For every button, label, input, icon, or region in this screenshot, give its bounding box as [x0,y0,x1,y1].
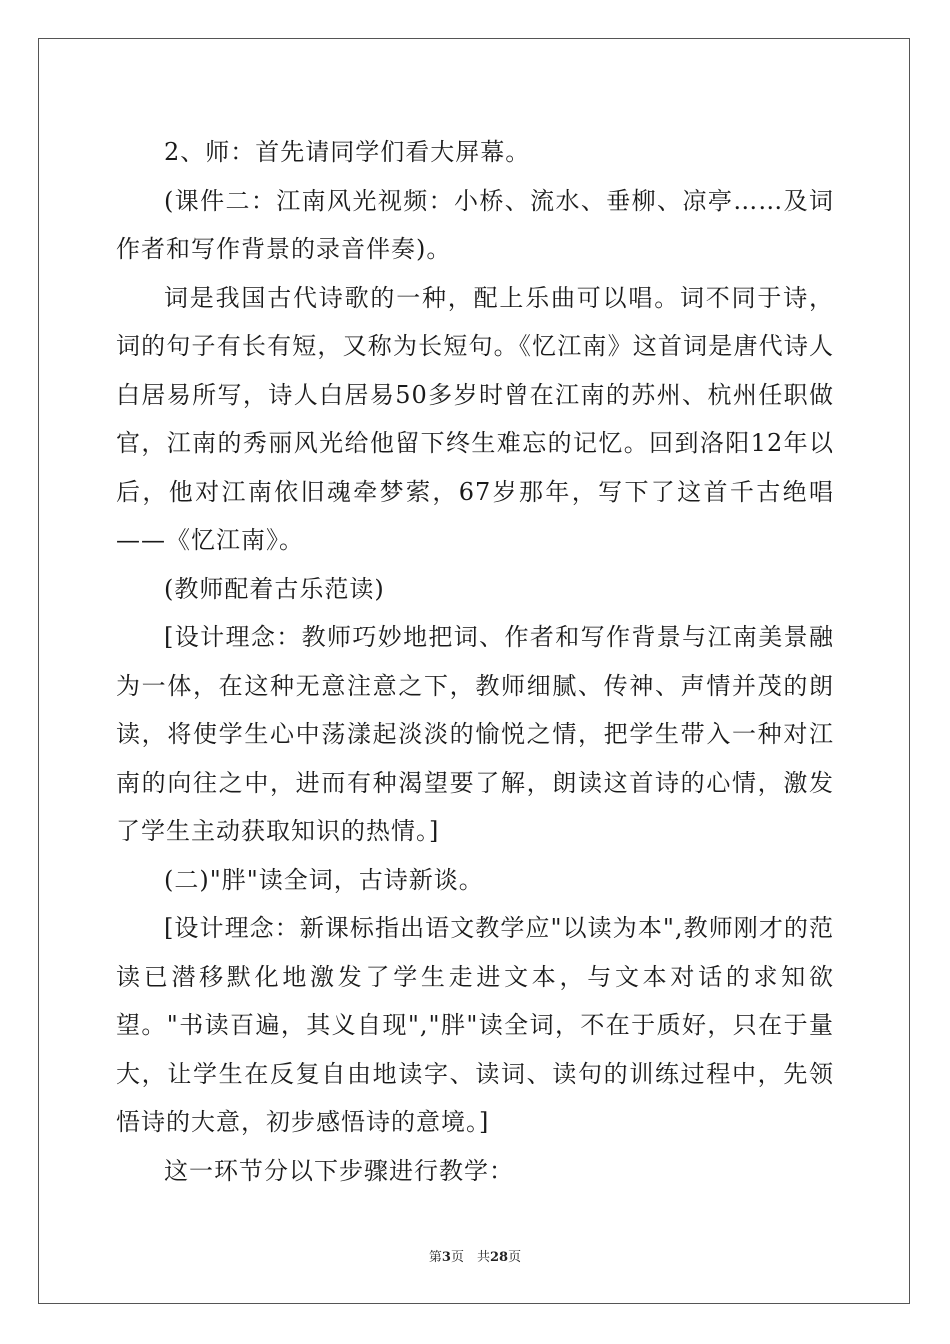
footer-prefix: 第 [428,1250,442,1265]
current-page-number: 3 [441,1250,451,1265]
footer-suffix: 页 [508,1250,522,1265]
footer-middle: 页 共 [450,1250,490,1265]
paragraph-steps-intro: 这一环节分以下步骤进行教学： [164,1156,514,1185]
paragraph-design-concept-1: [设计理念：教师巧妙地把词、作者和写作背景与江南美景融为一体，在这种无意注意之下，教师细腻、传神、声情并茂的朗读，将使学生心中荡漾起淡淡的愉悦之情，把学生带入一种对江南的向往之中，进而有种渴望要了解，朗读这首诗的心情，激发了学生主动获取知识的热情。] [116,623,834,845]
paragraph-section-heading: (二)"胖"读全词，古诗新谈。 [164,865,484,894]
document-body [116,128,834,1195]
total-page-number: 28 [489,1250,509,1265]
paragraph-design-concept-2: [设计理念：新课标指出语文教学应"以读为本",教师刚才的范读已潜移默化地激发了学生走进文本，与文本对话的求知欲望。"书读百遍，其义自现","胖"读全词，不在于质好，只在于量大，让学生在反复自由地读字、读词、读句的训练过程中，先领悟诗的大意，初步感悟诗的意境。] [116,914,834,1136]
paragraph-teacher-reading: (教师配着古乐范读) [164,574,385,603]
paragraph-instruction: 2、师：首先请同学们看大屏幕。 [164,138,531,166]
page-footer [0,1246,950,1265]
paragraph-ci-introduction: 词是我国古代诗歌的一种，配上乐曲可以唱。词不同于诗，词的句子有长有短，又称为长短句。《忆江南》这首词是唐代诗人白居易所写，诗人白居易50多岁时曾在江南的苏州、杭州任职做官，江南的秀丽风光给他留下终生难忘的记忆。回到洛阳12年以后，他对江南依旧魂牵梦萦，67岁那年，写下了这首千古绝唱——《忆江南》。 [116,283,834,554]
paragraph-courseware: (课件二：江南风光视频：小桥、流水、垂柳、凉亭……及词作者和写作背景的录音伴奏)。 [116,186,834,263]
